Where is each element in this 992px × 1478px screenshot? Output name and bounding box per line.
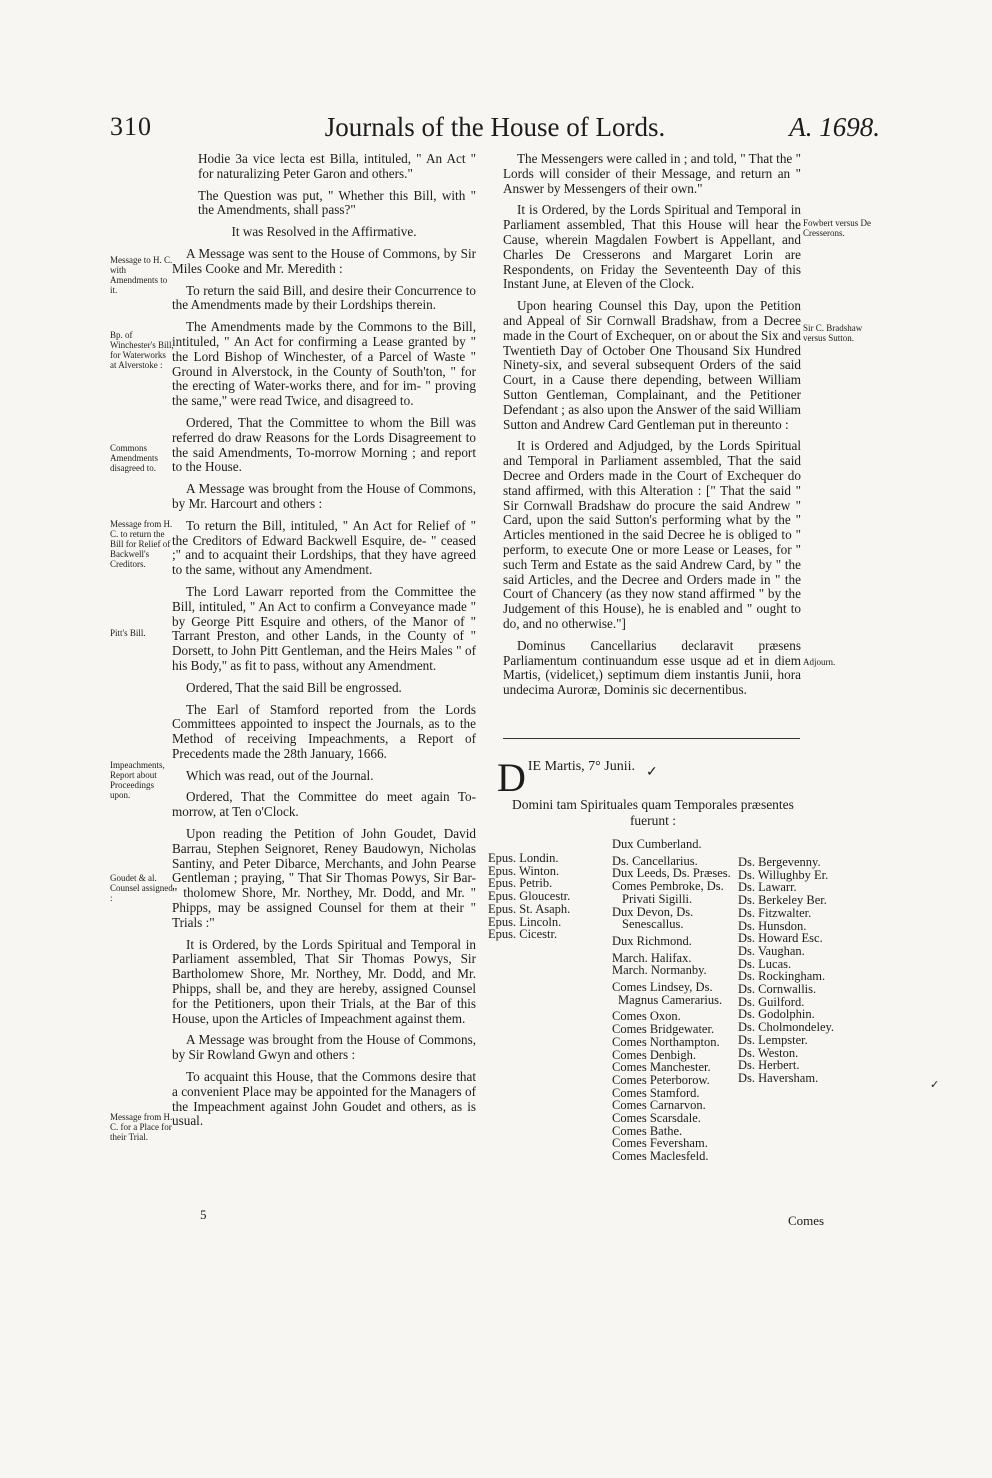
list-item: Comes Bathe. <box>612 1123 683 1138</box>
list-item: Comes Scarsdale. <box>612 1111 701 1126</box>
paragraph: Ordered, That the said Bill be engrossed. <box>186 679 402 695</box>
list-item: Ds. Berkeley Ber. <box>738 893 827 908</box>
list-item: Epus. Londin. <box>488 851 559 865</box>
paragraph: It is Ordered and Adjudged, by the Lords Spiritual and Temporal in Parliament assembled, That the said Decree and Orders made in the Court of Exchequer do stand affirmed, with this Alteration : [" That the said " Sir Cornwall Bradshaw do procure the said Andrew " Card, upon the said Sutton's performing what by the " Articles mentioned in the said Decree he is obliged to " perform, to execute One or more Lease or Leases, for " such Term and Estate as the said Andrew Card, by " the said Articles, and the Decree and Orders made in " the Court of Chancery (as they now stand affirmed " by the Judgement of this House), he is enabled and " ought to do, and no otherwise."] <box>503 438 801 631</box>
list-item: Epus. Petrib. <box>488 876 553 891</box>
paragraph: Upon reading the Petition of John Goudet, David Barrau, Stephen Seignoret, Reney Baudowyn, Nicholas Santiny, and Peter Dibarce, Merchants, and John Pearse Gentleman ; praying, " That Sir Thomas Powys, Sir Bar- " tholomew Shore, Mr. Northey, Mr. Dodd, and Mr. " Phipps, may be assigned Counsel for them at their " Trials :" <box>172 826 476 930</box>
list-item: Comes Manchester. <box>612 1060 711 1075</box>
list-item: Comes Carnarvon. <box>612 1098 706 1113</box>
paragraph: A Message was brought from the House of Commons, by Mr. Harcourt and others : <box>172 481 476 511</box>
side-note: Message from H. C. to return the Bill for Relief of Backwell's Creditors. <box>110 519 173 569</box>
list-item: Comes Maclesfeld. <box>612 1149 709 1164</box>
paragraph: It was Resolved in the Affirmative. <box>231 224 417 240</box>
list-item: Epus. Cicestr. <box>488 927 558 942</box>
barons-list <box>738 856 834 1085</box>
list-item: Ds. Godolphin. <box>738 1007 815 1022</box>
list-item: Ds. Rockingham. <box>738 969 826 984</box>
list-item: Ds. Cornwallis. <box>738 982 817 997</box>
list-item: Senescallus. <box>622 917 684 932</box>
paragraph: To return the Bill, intituled, " An Act for Relief of " the Creditors of Edward Backwell Esquire, de- " ceased ;" and to acquaint their Lordships, that they have agreed to the same, without any Amendment. <box>172 517 476 578</box>
list-item: Dux Devon, Ds. <box>612 904 694 919</box>
list-item: Ds. Lucas. <box>738 956 792 971</box>
side-note: Impeachments, Report about Proceedings upon. <box>110 760 165 800</box>
list-item: Dux Richmond. <box>612 933 692 948</box>
list-item: Comes Denbigh. <box>612 1047 697 1062</box>
list-item: Comes Pembroke, Ds. <box>612 879 724 894</box>
list-item: Privati Sigilli. <box>622 891 693 906</box>
signature-mark: 5 <box>200 1207 207 1222</box>
list-item: Ds. Haversham. <box>738 1070 819 1085</box>
list-item: Ds. Fitzwalter. <box>738 905 812 920</box>
list-item: Ds. Howard Esc. <box>738 931 823 946</box>
paragraph: To acquaint this House, that the Commons desire that a convenient Place may be appointed for the Managers of the Impeachment against John Goudet and others, as is usual. <box>172 1069 476 1129</box>
page-number: 310 <box>110 112 152 141</box>
side-note: Message from H. C. for a Place for their Trial. <box>110 1112 173 1142</box>
list-item: Comes Bridgewater. <box>612 1022 715 1037</box>
paragraph: A Message was sent to the House of Commons, by Sir Miles Cooke and Mr. Meredith : <box>172 245 476 276</box>
list-item: Magnus Camerarius. <box>618 992 723 1007</box>
day-heading-text: IE Martis, 7° Junii. <box>527 759 635 774</box>
list-item: Ds. Vaughan. <box>738 943 805 958</box>
list-item: Ds. Guilford. <box>738 994 805 1009</box>
list-item: Epus. Winton. <box>488 863 560 878</box>
paragraph: Ordered, That the Committee do meet again To-morrow, at Ten o'Clock. <box>172 789 476 820</box>
paragraph: Upon hearing Counsel this Day, upon the Petition and Appeal of Sir Cornwall Bradshaw, from a Decree made in the Court of Exchequer, on or about the Six and Twentieth Day of October One Thousand Six Hundred Ninety-six, and several subsequent Orders of the said Court, in a Cause there depending, between William Sutton Gentleman, Complainant, and the Petitioner Defendant ; as also upon the Answer of the said William Sutton and Andrew Card Gentleman put in thereunto : <box>503 298 801 432</box>
list-item: Epus. Gloucestr. <box>488 889 571 904</box>
catchword: Comes <box>788 1213 825 1228</box>
side-note: Fowbert versus De Cresserons. <box>803 218 871 238</box>
list-item: Dux Leeds, Ds. Præses. <box>612 866 731 881</box>
section-divider <box>503 738 800 739</box>
paragraph: The Amendments made by the Commons to the Bill, intituled, " An Act for confirming a Lease granted by " the Lord Bishop of Winchester, of a Parcel of Waste " Ground in Alverstock, in the County of South'ton, " for the erecting of Water-works there, and for im- " proving the same," were read Twice, and disagreed to. <box>172 319 476 409</box>
paragraph: It is Ordered, by the Lords Spiritual and Temporal in Parliament assembled, That Sir Thomas Powys, Sir Bartholomew Shore, Mr. Northey, Mr. Dodd, and Mr. Phipps, shall be, and they are hereby, assigned Counsel for the Petitioners, upon their Trials, at the Bar of this House, upon the Articles of Impeachment against them. <box>172 936 476 1026</box>
list-item: March. Normanby. <box>612 963 707 978</box>
check-mark-icon: ✓ <box>646 765 658 780</box>
list-item: Comes Feversham. <box>612 1136 708 1151</box>
list-item: Ds. Weston. <box>738 1045 799 1060</box>
list-item: Comes Northampton. <box>612 1034 720 1049</box>
list-item: Ds. Cholmondeley. <box>738 1020 835 1035</box>
paragraph: To return the said Bill, and desire their Concurrence to the Amendments made by their Lordships therein. <box>172 282 476 313</box>
side-note: Bp. of Winchester's Bill, for Waterworks at Alverstoke : <box>110 330 174 370</box>
paragraph: The Earl of Stamford reported from the Lords Committees appointed to inspect the Journals, as to the Method of receiving Impeachments, a Report of Precedents made the 28th January, 1666. <box>172 701 476 761</box>
list-item: Epus. St. Asaph. <box>488 901 571 916</box>
bishops-list <box>488 852 570 941</box>
side-note: Goudet & al. Counsel assigned : <box>110 873 173 903</box>
page-header <box>110 112 880 152</box>
list-item: Comes Oxon. <box>612 1009 681 1024</box>
list-item: Ds. Bergevenny. <box>738 855 821 869</box>
dukes-earls-list <box>612 838 731 1163</box>
list-item: Ds. Herbert. <box>738 1058 800 1073</box>
drop-cap: D <box>497 755 526 800</box>
margin-tick-icon: ✓ <box>930 1079 940 1091</box>
left-column <box>172 152 476 1136</box>
list-item: Ds. Lawarr. <box>738 880 797 895</box>
paragraph: Dominus Cancellarius declaravit præsens Parliamentum continuandum esse usque ad et in diem Martis, (videlicet,) septimum diem instantis Junii, hora undecima Auroræ, Dominis sic decernentibus. <box>503 637 801 698</box>
day-heading <box>497 755 635 800</box>
paragraph: A Message was brought from the House of Commons, by Sir Rowland Gwyn and others : <box>172 1032 476 1063</box>
paragraph: Which was read, out of the Journal. <box>186 767 374 783</box>
side-note: Message to H. C. with Amendments to it. <box>110 255 173 295</box>
list-item: Dux Cumberland. <box>612 837 702 851</box>
list-item: Comes Lindsey, Ds. <box>612 980 713 995</box>
paragraph: The Lord Lawarr reported from the Committee the Bill, intituled, " An Act to confirm a Conveyance made " by George Pitt Esquire and others, of the Manor of " Tarrant Preston, and other Lands, in the County of " Dorsett, to John Pitt Gentleman, and the Heirs Males " of his Body," as fit to pass, without any Amendment. <box>172 583 476 673</box>
paragraph: The Messengers were called in ; and told, " That the " Lords will consider of their Message, and return an " Answer by Messengers of their own." <box>503 151 801 196</box>
page-title: Journals of the House of Lords. <box>324 112 666 142</box>
page-year: A. 1698. <box>789 112 880 142</box>
side-note: Commons Amendments disagreed to. <box>110 443 158 473</box>
right-column <box>503 152 801 705</box>
paragraph: The Question was put, " Whether this Bill, with " the Amendments, shall pass?" <box>198 187 476 218</box>
side-note: Sir C. Bradshaw versus Sutton. <box>803 323 863 343</box>
list-item: Comes Stamford. <box>612 1085 700 1100</box>
list-item: Ds. Cancellarius. <box>612 853 698 868</box>
list-item: Ds. Hunsdon. <box>738 918 807 933</box>
list-item: Ds. Willughby Er. <box>738 867 829 882</box>
list-item: Epus. Lincoln. <box>488 914 562 929</box>
paragraph: Hodie 3a vice lecta est Billa, intituled, " An Act " for naturalizing Peter Garon and others." <box>198 151 476 181</box>
list-item: March. Halifax. <box>612 950 692 965</box>
side-note: Adjourn. <box>803 657 836 667</box>
list-item: Ds. Lempster. <box>738 1032 808 1047</box>
paragraph: It is Ordered, by the Lords Spiritual and Temporal in Parliament assembled, That this House will hear the Cause, wherein Magdalen Fowbert is Appellant, and Charles De Cresserons and Margaret Lorin are Respondents, on Friday the Seventeenth Day of this Instant June, at Eleven of the Clock. <box>503 202 801 292</box>
attendance-heading: Domini tam Spirituales quam Temporales præsentes fuerunt : <box>512 797 794 828</box>
side-note: Pitt's Bill. <box>110 628 146 638</box>
list-item: Comes Peterborow. <box>612 1072 710 1087</box>
paragraph: Ordered, That the Committee to whom the Bill was referred do draw Reasons for the Lords Disagreement to the said Amendments, To-morrow Morning ; and report to the House. <box>172 414 476 475</box>
